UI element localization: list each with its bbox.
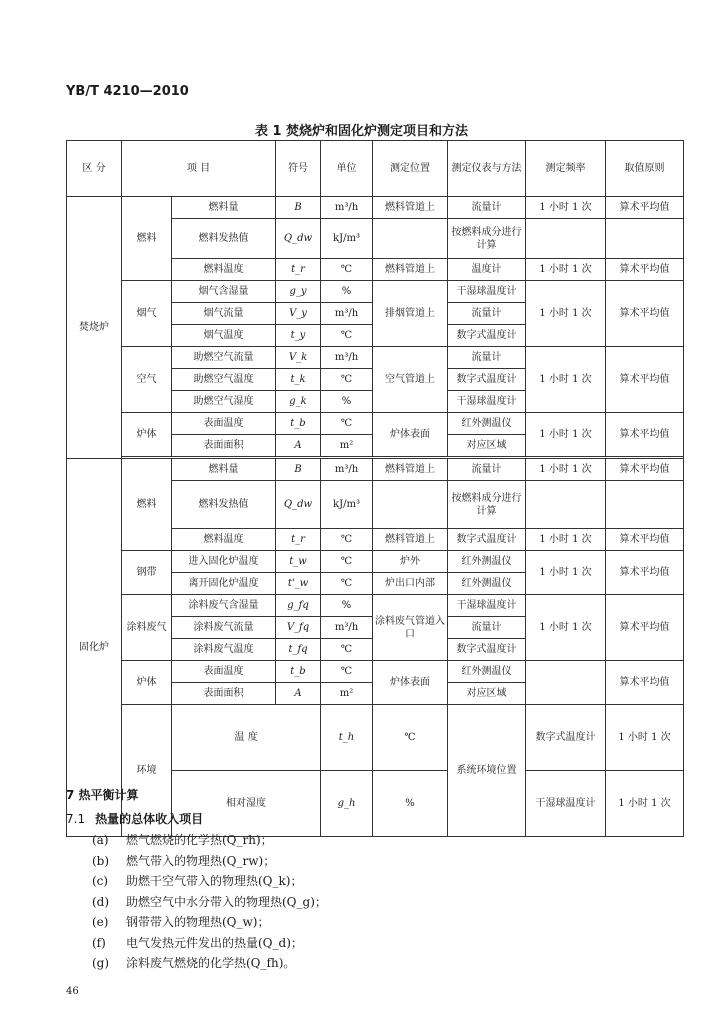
position-cell: 涂料废气管道入口	[373, 595, 448, 661]
item-cell: 表面温度	[172, 661, 276, 683]
group-furnace-body: 炉体	[122, 413, 172, 457]
instrument-cell: 对应区域	[448, 435, 526, 457]
header-position: 测定位置	[373, 141, 448, 197]
instrument-cell: 按燃料成分进行计算	[448, 219, 526, 259]
symbol-cell: t_r	[276, 259, 321, 281]
subsection-text: 热量的总体收入项目	[95, 812, 204, 826]
instrument-cell: 红外测温仪	[448, 661, 526, 683]
position-cell: 燃料管道上	[373, 529, 448, 551]
symbol-cell: V_fq	[276, 617, 321, 639]
list-item-text: 涂料废气燃烧的化学热(Q_fh)。	[126, 956, 296, 970]
unit-cell: %	[321, 391, 373, 413]
instrument-cell: 干湿球温度计	[448, 391, 526, 413]
frequency-cell: 1 小时 1 次	[526, 529, 606, 551]
position-cell	[373, 481, 448, 529]
unit-cell: ℃	[321, 413, 373, 435]
frequency-cell: 1 小时 1 次	[526, 281, 606, 347]
table-row	[67, 551, 684, 573]
list-item	[92, 871, 327, 892]
unit-cell: m³/h	[321, 459, 373, 481]
position-cell: 燃料管道上	[373, 459, 448, 481]
symbol-cell: g_h	[321, 771, 373, 837]
item-cell: 燃料发热值	[172, 219, 276, 259]
unit-cell: ℃	[321, 259, 373, 281]
frequency-cell: 1 小时 1 次	[526, 551, 606, 595]
list-item-tag: (f)	[92, 935, 106, 950]
item-cell: 涂料废气温度	[172, 639, 276, 661]
frequency-cell: 1 小时 1 次	[526, 459, 606, 481]
instrument-cell: 干湿球温度计	[526, 771, 606, 837]
instrument-cell: 温度计	[448, 259, 526, 281]
unit-cell: ℃	[321, 661, 373, 683]
instrument-cell: 红外测温仪	[448, 413, 526, 435]
position-cell: 燃料管道上	[373, 197, 448, 219]
group-fuel: 燃料	[122, 197, 172, 281]
unit-cell: ℃	[321, 551, 373, 573]
item-cell: 烟气含湿量	[172, 281, 276, 303]
table-row	[67, 595, 684, 617]
position-cell	[373, 219, 448, 259]
frequency-cell: 1 小时 1 次	[526, 347, 606, 413]
symbol-cell: Q_dw	[276, 219, 321, 259]
unit-cell: %	[373, 771, 448, 837]
item-cell: 助燃空气流量	[172, 347, 276, 369]
item-cell: 燃料发热值	[172, 481, 276, 529]
principle-cell: 算术平均值	[606, 413, 684, 457]
item-cell: 表面温度	[172, 413, 276, 435]
list-item-text: 钢带带入的物理热(Q_w)；	[126, 915, 270, 929]
frequency-cell: 1 小时 1 次	[526, 595, 606, 661]
unit-cell: ℃	[373, 705, 448, 771]
symbol-cell: t_b	[276, 661, 321, 683]
table-header-row	[67, 141, 684, 197]
unit-cell: %	[321, 281, 373, 303]
unit-cell: ℃	[321, 639, 373, 661]
item-cell: 涂料废气含湿量	[172, 595, 276, 617]
group-furnace-body: 炉体	[122, 661, 172, 705]
position-cell: 炉出口内部	[373, 573, 448, 595]
symbol-cell: t_w	[276, 551, 321, 573]
unit-cell: m²	[321, 435, 373, 457]
principle-cell: 算术平均值	[606, 459, 684, 481]
group-fuel: 燃料	[122, 459, 172, 551]
list-item-text: 燃气燃烧的化学热(Q_rh)；	[126, 833, 273, 847]
frequency-cell: 1 小时 1 次	[606, 705, 684, 771]
symbol-cell: B	[276, 197, 321, 219]
symbol-cell: t_r	[276, 529, 321, 551]
unit-cell: m³/h	[321, 617, 373, 639]
list-item	[92, 892, 327, 913]
list-item	[92, 851, 327, 872]
group-air: 空气	[122, 347, 172, 413]
symbol-cell: g_fq	[276, 595, 321, 617]
symbol-cell: V_y	[276, 303, 321, 325]
instrument-cell: 流量计	[448, 347, 526, 369]
symbol-cell: g_y	[276, 281, 321, 303]
item-cell: 相对湿度	[172, 771, 321, 837]
list-item-tag: (d)	[92, 894, 110, 909]
item-cell: 助燃空气湿度	[172, 391, 276, 413]
position-cell: 排烟管道上	[373, 281, 448, 347]
subsection-number: 7.1	[66, 812, 86, 826]
list-item	[92, 830, 327, 851]
frequency-cell	[526, 661, 606, 705]
instrument-cell: 数字式温度计	[448, 639, 526, 661]
frequency-cell: 1 小时 1 次	[526, 413, 606, 457]
table-row	[67, 413, 684, 435]
instrument-cell: 干湿球温度计	[448, 281, 526, 303]
zone-curing-oven: 固化炉	[67, 459, 122, 837]
unit-cell: m²	[321, 683, 373, 705]
header-zone: 区 分	[67, 141, 122, 197]
document-code: YB/T 4210—2010	[66, 84, 189, 99]
group-coating-waste-gas: 涂料废气	[122, 595, 172, 661]
symbol-cell: A	[276, 435, 321, 457]
principle-cell: 算术平均值	[606, 197, 684, 219]
list-item	[92, 953, 327, 974]
symbol-cell: A	[276, 683, 321, 705]
principle-cell	[606, 219, 684, 259]
measurement-table	[66, 140, 684, 837]
income-items-list	[92, 830, 327, 974]
header-item: 项 目	[122, 141, 276, 197]
position-cell: 炉体表面	[373, 413, 448, 457]
zone-incinerator: 焚烧炉	[67, 197, 122, 459]
item-cell: 燃料量	[172, 197, 276, 219]
position-cell: 空气管道上	[373, 347, 448, 413]
list-item-text: 燃气带入的物理热(Q_rw)；	[126, 853, 276, 868]
header-frequency: 测定频率	[526, 141, 606, 197]
table-caption: 表 1 焚烧炉和固化炉测定项目和方法	[254, 124, 469, 139]
symbol-cell: Q_dw	[276, 481, 321, 529]
principle-cell: 算术平均值	[606, 281, 684, 347]
header-unit: 单位	[321, 141, 373, 197]
instrument-cell: 数字式温度计	[448, 529, 526, 551]
item-cell: 助燃空气温度	[172, 369, 276, 391]
list-item-text: 助燃空气中水分带入的物理热(Q_g)；	[126, 894, 327, 909]
instrument-cell: 流量计	[448, 617, 526, 639]
principle-cell: 算术平均值	[606, 551, 684, 595]
item-cell: 燃料温度	[172, 259, 276, 281]
unit-cell: kJ/m³	[321, 481, 373, 529]
page-number: 46	[66, 986, 79, 997]
table-row	[67, 661, 684, 683]
instrument-cell: 流量计	[448, 459, 526, 481]
unit-cell: m³/h	[321, 347, 373, 369]
item-cell: 燃料量	[172, 459, 276, 481]
principle-cell: 算术平均值	[606, 595, 684, 661]
instrument-cell: 流量计	[448, 303, 526, 325]
instrument-cell: 对应区域	[448, 683, 526, 705]
item-cell: 离开固化炉温度	[172, 573, 276, 595]
item-cell: 烟气流量	[172, 303, 276, 325]
instrument-cell: 红外测温仪	[448, 551, 526, 573]
symbol-cell: t_y	[276, 325, 321, 347]
unit-cell: %	[321, 595, 373, 617]
item-cell: 表面面积	[172, 683, 276, 705]
position-cell: 炉体表面	[373, 661, 448, 705]
symbol-cell: t'_w	[276, 573, 321, 595]
list-item	[92, 933, 327, 954]
table-row	[67, 347, 684, 369]
principle-cell: 算术平均值	[606, 347, 684, 413]
symbol-cell: V_k	[276, 347, 321, 369]
zone-environment: 环境	[122, 705, 172, 837]
frequency-cell: 1 小时 1 次	[526, 259, 606, 281]
symbol-cell: t_k	[276, 369, 321, 391]
item-cell: 烟气温度	[172, 325, 276, 347]
item-cell: 涂料废气流量	[172, 617, 276, 639]
unit-cell: ℃	[321, 529, 373, 551]
frequency-cell: 1 小时 1 次	[606, 771, 684, 837]
unit-cell: ℃	[321, 573, 373, 595]
symbol-cell: t_fq	[276, 639, 321, 661]
list-item-text: 电气发热元件发出的热量(Q_d)；	[126, 935, 303, 950]
instrument-cell: 流量计	[448, 197, 526, 219]
instrument-cell: 干湿球温度计	[448, 595, 526, 617]
principle-cell: 算术平均值	[606, 529, 684, 551]
unit-cell: ℃	[321, 369, 373, 391]
symbol-cell: B	[276, 459, 321, 481]
frequency-cell: 1 小时 1 次	[526, 197, 606, 219]
instrument-cell: 数字式温度计	[448, 369, 526, 391]
item-cell: 进入固化炉温度	[172, 551, 276, 573]
principle-cell: 算术平均值	[606, 259, 684, 281]
subsection-title	[66, 810, 203, 827]
list-item-tag: (b)	[92, 853, 110, 868]
item-cell: 温 度	[172, 705, 321, 771]
table-row	[67, 459, 684, 481]
item-cell: 燃料温度	[172, 529, 276, 551]
position-cell: 系统环境位置	[448, 705, 526, 837]
instrument-cell: 数字式温度计	[526, 705, 606, 771]
instrument-cell: 数字式温度计	[448, 325, 526, 347]
header-principle: 取值原则	[606, 141, 684, 197]
instrument-cell: 按燃料成分进行计算	[448, 481, 526, 529]
symbol-cell: g_k	[276, 391, 321, 413]
table-row	[67, 281, 684, 303]
symbol-cell: t_b	[276, 413, 321, 435]
list-item-text: 助燃干空气带入的物理热(Q_k)；	[126, 874, 303, 888]
item-cell: 表面面积	[172, 435, 276, 457]
symbol-cell: t_h	[321, 705, 373, 771]
list-item-tag: (c)	[92, 874, 109, 888]
list-item-tag: (e)	[92, 915, 109, 929]
table-row	[67, 705, 684, 771]
header-instrument: 测定仪表与方法	[448, 141, 526, 197]
position-cell: 炉外	[373, 551, 448, 573]
principle-cell: 算术平均值	[606, 661, 684, 705]
instrument-cell: 红外测温仪	[448, 573, 526, 595]
unit-cell: m³/h	[321, 303, 373, 325]
header-symbol: 符号	[276, 141, 321, 197]
group-steel-strip: 钢带	[122, 551, 172, 595]
section-title: 7 热平衡计算	[66, 788, 139, 802]
unit-cell: m³/h	[321, 197, 373, 219]
frequency-cell	[526, 481, 606, 529]
unit-cell: ℃	[321, 325, 373, 347]
position-cell: 燃料管道上	[373, 259, 448, 281]
unit-cell: kJ/m³	[321, 219, 373, 259]
list-item-tag: (a)	[92, 833, 109, 847]
list-item	[92, 912, 327, 933]
list-item-tag: (g)	[92, 956, 110, 970]
group-flue-gas: 烟气	[122, 281, 172, 347]
principle-cell	[606, 481, 684, 529]
frequency-cell	[526, 219, 606, 259]
table-row	[67, 197, 684, 219]
